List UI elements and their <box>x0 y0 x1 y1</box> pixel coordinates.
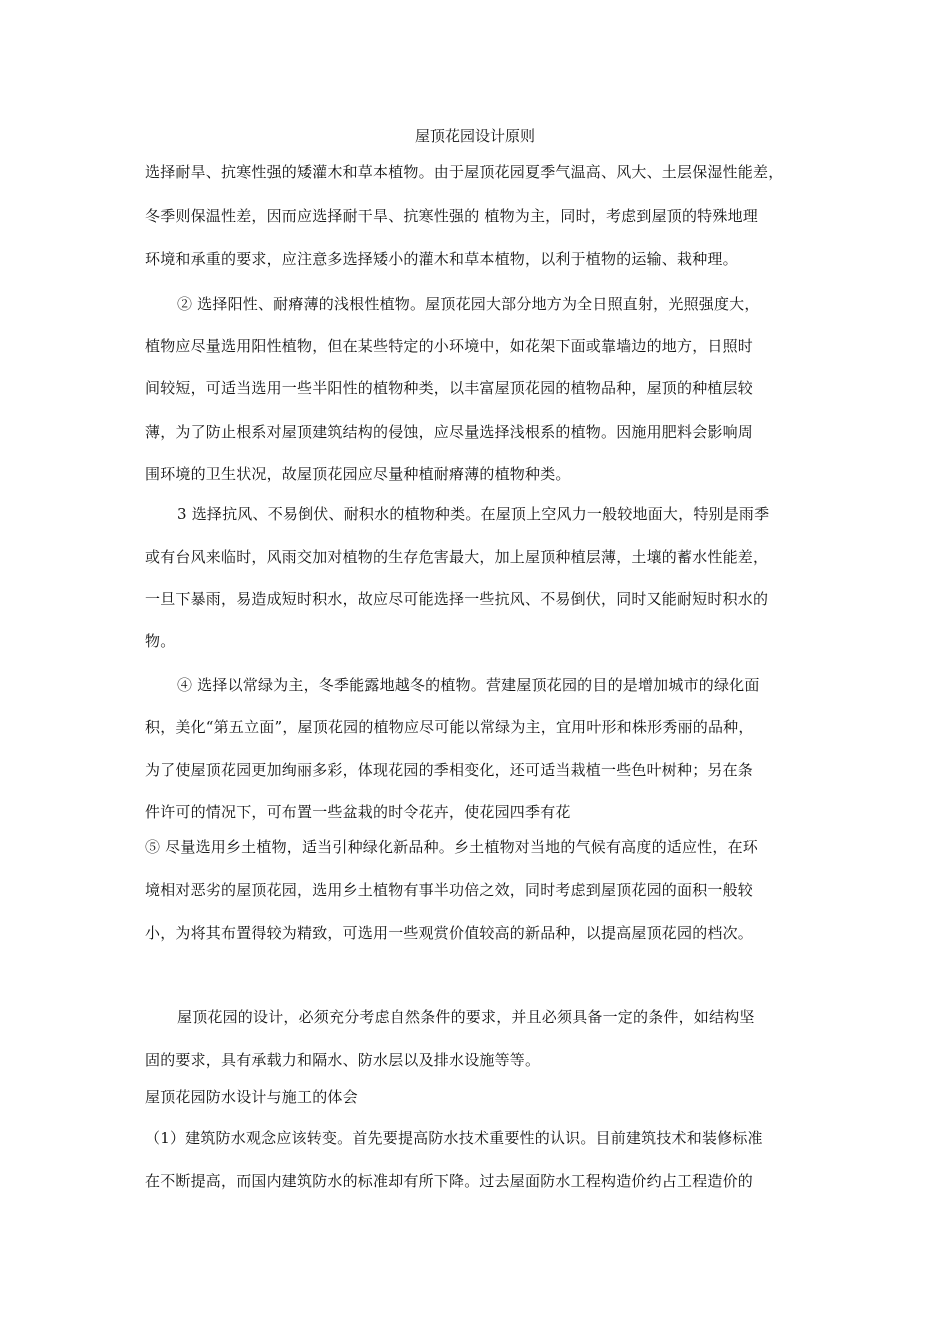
text-line: 屋顶花园的设计，必须充分考虑自然条件的要求，并且必须具备一定的条件，如结构坚 <box>177 1008 755 1026</box>
text-line: 小，为将其布置得较为精致，可选用一些观赏价值较高的新品种，以提高屋顶花园的档次。 <box>145 924 754 942</box>
text-line: 环境和承重的要求，应注意多选择矮小的灌木和草本植物，以利于植物的运输、栽种理。 <box>145 250 738 268</box>
text-line: 薄，为了防止根系对屋顶建筑结构的侵蚀，应尽量选择浅根系的植物。因施用肥料会影响周 <box>145 423 754 441</box>
section-heading: 屋顶花园防水设计与施工的体会 <box>145 1088 358 1106</box>
text-line: 件许可的情况下，可布置一些盆栽的时令花卉，使花园四季有花 <box>145 803 571 821</box>
text-line: 境相对恶劣的屋顶花园，选用乡土植物有事半功倍之效，同时考虑到屋顶花园的面积一般较 <box>145 881 754 899</box>
text-line: 植物应尽量选用阳性植物，但在某些特定的小环境中，如花架下面或靠墙边的地方，日照时 <box>145 337 754 355</box>
text-line: ② 选择阳性、耐瘠薄的浅根性植物。屋顶花园大部分地方为全日照直射，光照强度大， <box>177 295 760 313</box>
text-line: 为了使屋顶花园更加绚丽多彩，体现花园的季相变化，还可适当栽植一些色叶树种；另在条 <box>145 761 754 779</box>
document-title: 屋顶花园设计原则 <box>414 127 535 145</box>
text-line: 一旦下暴雨，易造成短时积水，故应尽可能选择一些抗风、不易倒伏，同时又能耐短时积水的 <box>145 590 769 608</box>
text-line: ⑤ 尽量选用乡土植物，适当引种绿化新品种。乡土植物对当地的气候有高度的适应性，在环 <box>145 838 758 856</box>
text-line: 3 选择抗风、不易倒伏、耐积水的植物种类。在屋顶上空风力一般较地面大，特别是雨季 <box>177 505 770 523</box>
text-line: 固的要求，具有承载力和隔水、防水层以及排水设施等等。 <box>145 1051 541 1069</box>
text-line: 冬季则保温性差，因而应选择耐干旱、抗寒性强的 植物为主，同时，考虑到屋顶的特殊地理 <box>145 207 758 225</box>
text-line: 积，美化“第五立面”，屋顶花园的植物应尽可能以常绿为主，宜用叶形和株形秀丽的品种， <box>145 718 754 736</box>
text-line: 选择耐旱、抗寒性强的矮灌木和草本植物。由于屋顶花园夏季气温高、风大、土层保湿性能差， <box>145 163 784 181</box>
text-line: 物。 <box>145 632 176 650</box>
text-line: 在不断提高，而国内建筑防水的标准却有所下降。过去屋面防水工程构造价约占工程造价的 <box>145 1172 754 1190</box>
text-line: （1）建筑防水观念应该转变。首先要提高防水技术重要性的认识。目前建筑技术和装修标准 <box>145 1129 763 1147</box>
text-line: 或有台风来临时，风雨交加对植物的生存危害最大，加上屋顶种植层薄，土壤的蓄水性能差， <box>145 548 769 566</box>
text-line: 间较短，可适当选用一些半阳性的植物种类，以丰富屋顶花园的植物品种，屋顶的种植层较 <box>145 379 754 397</box>
text-line: ④ 选择以常绿为主，冬季能露地越冬的植物。营建屋顶花园的目的是增加城市的绿化面 <box>177 676 760 694</box>
text-line: 围环境的卫生状况，故屋顶花园应尽量种植耐瘠薄的植物种类。 <box>145 465 571 483</box>
